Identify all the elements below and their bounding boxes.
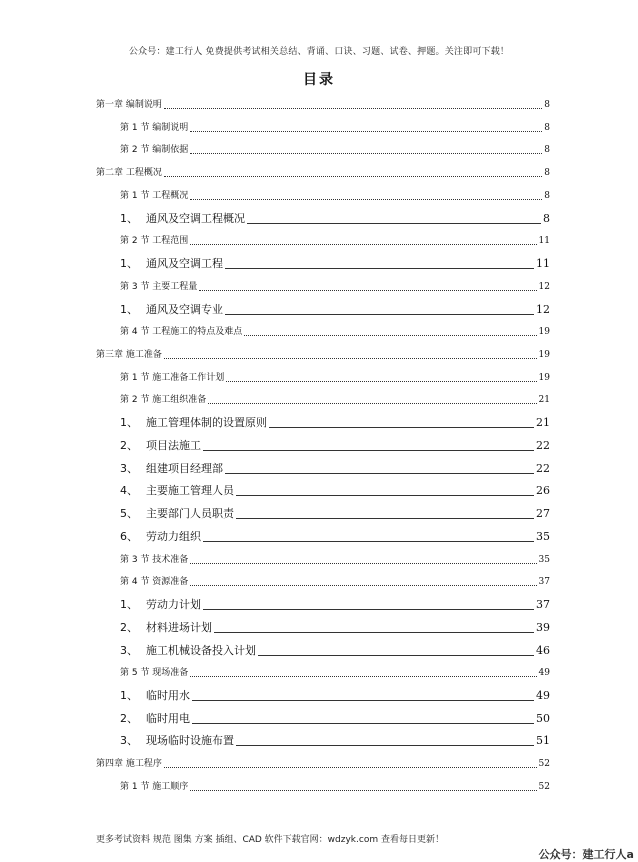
toc-entry[interactable] — [120, 599, 550, 611]
toc-leader — [203, 609, 534, 610]
toc-entry-label — [120, 440, 201, 452]
toc-entry-label — [120, 235, 188, 247]
toc-entry-text: 第 1 节 编制说明 — [120, 122, 189, 133]
toc-page-number: 51 — [536, 734, 550, 748]
toc-entry-number: 3、 — [120, 461, 138, 475]
toc-entry-text: 主要部门人员职责 — [146, 507, 234, 521]
toc-entry[interactable] — [120, 645, 550, 657]
toc-page-number: 19 — [538, 327, 550, 338]
toc-entry-text: 第一章 编制说明 — [96, 100, 162, 110]
toc-entry-number: 3、 — [120, 734, 138, 748]
toc-entry-label — [120, 144, 188, 156]
toc-entry-text: 第三章 施工准备 — [96, 350, 162, 361]
toc-entry-text: 第 2 节 施工组织准备 — [120, 395, 207, 406]
toc-leader — [164, 767, 537, 768]
toc-page-number: 21 — [536, 416, 550, 430]
toc-entry[interactable] — [120, 690, 550, 702]
toc-leader — [199, 290, 536, 291]
toc-leader — [190, 790, 536, 791]
toc-entry-text: 第 1 节 工程概况 — [120, 190, 189, 201]
toc-entry[interactable] — [120, 372, 550, 384]
toc-entry[interactable] — [120, 394, 550, 406]
toc-page-number: 37 — [536, 598, 550, 612]
toc-entry-number: 1、 — [120, 257, 138, 271]
toc-entry[interactable] — [120, 781, 550, 793]
toc-entry[interactable] — [120, 554, 550, 566]
toc-entry-number: 6、 — [120, 529, 138, 543]
toc-page-number: 52 — [538, 781, 550, 792]
toc-leader — [164, 358, 537, 359]
toc-entry-label — [96, 758, 162, 770]
toc-entry[interactable] — [120, 713, 550, 725]
toc-entry-text: 第 3 节 主要工程量 — [120, 281, 198, 292]
toc-entry-number: 5、 — [120, 507, 138, 521]
toc-entry[interactable] — [120, 735, 550, 747]
toc-leader — [203, 541, 534, 542]
toc-entry[interactable] — [120, 485, 550, 497]
toc-leader — [164, 108, 542, 109]
toc-entry-label — [120, 372, 224, 384]
toc-entry-label — [120, 190, 188, 202]
toc-entry[interactable] — [120, 235, 550, 247]
page-footer: 更多考试资料 规范 图集 方案 插组、CAD 软件下载官网：wdzyk.com 查看每日更新！ — [96, 835, 444, 845]
toc-entry-label — [120, 326, 242, 338]
toc-entry-label — [120, 667, 188, 679]
toc-entry-number: 1、 — [120, 416, 138, 430]
toc-page-number: 39 — [536, 620, 550, 634]
toc-entry-number: 2、 — [120, 438, 138, 452]
toc-page-number: 49 — [536, 688, 550, 702]
toc-page-number: 12 — [538, 281, 550, 292]
toc-page-number: 49 — [538, 668, 550, 679]
toc-page-number: 8 — [543, 211, 550, 225]
toc-entry[interactable] — [120, 440, 550, 452]
toc-leader — [190, 244, 536, 245]
toc-entry-text: 项目法施工 — [146, 438, 201, 452]
toc-leader — [214, 632, 534, 633]
toc-leader — [190, 563, 536, 564]
toc-entry-number: 1、 — [120, 598, 138, 612]
toc-entry-label — [120, 645, 256, 657]
toc-page-number: 19 — [538, 372, 550, 383]
toc-entry-text: 第四章 施工程序 — [96, 759, 162, 770]
toc-leader — [190, 131, 542, 132]
toc-entry[interactable] — [120, 417, 550, 429]
toc-page-number: 46 — [536, 643, 550, 657]
toc-entry-label — [96, 167, 162, 179]
toc-leader — [190, 585, 536, 586]
toc-entry-number: 2、 — [120, 620, 138, 634]
toc-entry-label — [96, 349, 162, 361]
toc-entry-text: 第 3 节 技术准备 — [120, 554, 189, 565]
toc-entry-number: 1、 — [120, 211, 138, 225]
toc-entry-label — [120, 554, 188, 566]
toc-entry-label — [120, 599, 201, 611]
toc-entry[interactable] — [120, 281, 550, 293]
toc-leader — [236, 495, 534, 496]
toc-entry-label — [120, 735, 234, 747]
toc-leader — [190, 199, 542, 200]
toc-entry[interactable] — [96, 349, 550, 361]
toc-page-number: 11 — [538, 236, 550, 247]
toc-entry[interactable] — [120, 122, 550, 134]
toc-entry-text: 通风及空调工程概况 — [146, 211, 245, 225]
toc-entry-label — [120, 622, 212, 634]
toc-leader — [192, 700, 534, 701]
toc-leader — [164, 176, 542, 177]
toc-entry-text: 临时用水 — [146, 688, 190, 702]
toc-entry[interactable] — [120, 622, 550, 634]
toc-entry[interactable] — [120, 531, 550, 543]
toc-entry[interactable] — [96, 99, 550, 111]
toc-entry-text: 劳动力组织 — [146, 529, 201, 543]
toc-entry-text: 施工管理体制的设置原则 — [146, 416, 267, 430]
toc-page-number: 11 — [536, 257, 550, 271]
toc-page-number: 8 — [544, 145, 550, 156]
toc-entry-label — [120, 122, 188, 134]
toc-entry-label — [120, 713, 190, 725]
toc-entry-text: 第 1 节 施工顺序 — [120, 781, 189, 792]
toc-page-number: 21 — [538, 395, 550, 406]
toc-leader — [247, 223, 541, 224]
toc-page-number: 27 — [536, 507, 550, 521]
toc-leader — [208, 403, 536, 404]
toc-entry-label — [120, 304, 223, 316]
toc-entry-label — [120, 394, 206, 406]
toc-leader — [190, 676, 536, 677]
toc-leader — [258, 655, 534, 656]
toc-entry-text: 组建项目经理部 — [146, 461, 223, 475]
toc-page-number: 26 — [536, 484, 550, 498]
toc-page-number: 8 — [544, 190, 550, 201]
toc-leader — [225, 473, 534, 474]
toc-entry[interactable] — [120, 508, 550, 520]
toc-entry-text: 第二章 工程概况 — [96, 168, 162, 179]
toc-page-number: 8 — [544, 168, 550, 179]
toc-entry-text: 第 2 节 工程范围 — [120, 236, 189, 247]
toc-entry-label — [120, 258, 223, 270]
toc-page-number: 50 — [536, 711, 550, 725]
toc-entry-text: 劳动力计划 — [146, 598, 201, 612]
toc-entry-label — [120, 281, 197, 293]
toc-entry-text: 第 5 节 现场准备 — [120, 668, 189, 679]
toc-leader — [225, 314, 534, 315]
toc-entry[interactable] — [96, 758, 550, 770]
toc-entry-label — [120, 690, 190, 702]
toc-entry[interactable] — [120, 144, 550, 156]
toc-entry-label — [120, 508, 234, 520]
toc-page-number: 37 — [538, 577, 550, 588]
toc-entry-number: 1、 — [120, 302, 138, 316]
toc-page-number: 19 — [538, 350, 550, 361]
toc-entry-label — [120, 463, 223, 475]
toc-entry-label — [96, 99, 162, 111]
toc-page-number: 52 — [538, 759, 550, 770]
toc-entry[interactable] — [120, 326, 550, 338]
toc-entry-number: 3、 — [120, 643, 138, 657]
toc-page-number: 22 — [536, 438, 550, 452]
toc-page-number: 8 — [544, 100, 550, 110]
toc-page-number: 12 — [536, 302, 550, 316]
toc-entry-number: 2、 — [120, 711, 138, 725]
toc-leader — [226, 381, 536, 382]
toc-leader — [225, 268, 534, 269]
toc-entry[interactable] — [120, 304, 550, 316]
toc-leader — [203, 450, 534, 451]
toc-page-number: 35 — [538, 554, 550, 565]
toc-entry-label — [120, 417, 267, 429]
toc-entry-text: 通风及空调工程 — [146, 257, 223, 271]
toc-entry-text: 现场临时设施布置 — [146, 734, 234, 748]
watermark: 公众号：建工行人a — [538, 848, 634, 861]
toc-entry[interactable] — [120, 463, 550, 475]
toc-page-number: 8 — [544, 122, 550, 133]
toc-leader — [236, 745, 534, 746]
toc-entry[interactable] — [96, 167, 550, 179]
toc-entry-label — [120, 576, 188, 588]
toc-entry-text: 施工机械设备投入计划 — [146, 643, 256, 657]
toc-leader — [190, 153, 542, 154]
toc-entry-text: 主要施工管理人员 — [146, 484, 234, 498]
toc-page-number: 35 — [536, 529, 550, 543]
toc-entry-label — [120, 485, 234, 497]
toc-entry[interactable] — [120, 213, 550, 225]
toc-entry-text: 第 1 节 施工准备工作计划 — [120, 372, 225, 383]
toc-entry-label — [120, 781, 188, 793]
toc-leader — [236, 518, 534, 519]
toc-entry-text: 通风及空调专业 — [146, 302, 223, 316]
toc-page-number: 22 — [536, 461, 550, 475]
toc-entry[interactable] — [120, 190, 550, 202]
toc-entry-label — [120, 531, 201, 543]
toc-entry-text: 第 4 节 工程施工的特点及难点 — [120, 327, 243, 338]
toc-entry-text: 第 2 节 编制依据 — [120, 145, 189, 156]
toc-entry-text: 材料进场计划 — [146, 620, 212, 634]
toc-entry-label — [120, 213, 245, 225]
page-title: 目录 — [303, 72, 335, 88]
toc-leader — [192, 723, 534, 724]
toc-leader — [244, 335, 536, 336]
toc-entry-text: 第 4 节 资源准备 — [120, 577, 189, 588]
toc-entry-number: 4、 — [120, 484, 138, 498]
toc-leader — [269, 427, 534, 428]
toc-entry-number: 1、 — [120, 688, 138, 702]
toc-entry[interactable] — [120, 667, 550, 679]
toc-entry[interactable] — [120, 576, 550, 588]
page-header: 公众号：建工行人 免费提供考试相关总结、背诵、口诀、习题、试卷、押题。关注即可下载！ — [128, 47, 510, 57]
toc-entry[interactable] — [120, 258, 550, 270]
toc-entry-text: 临时用电 — [146, 711, 190, 725]
